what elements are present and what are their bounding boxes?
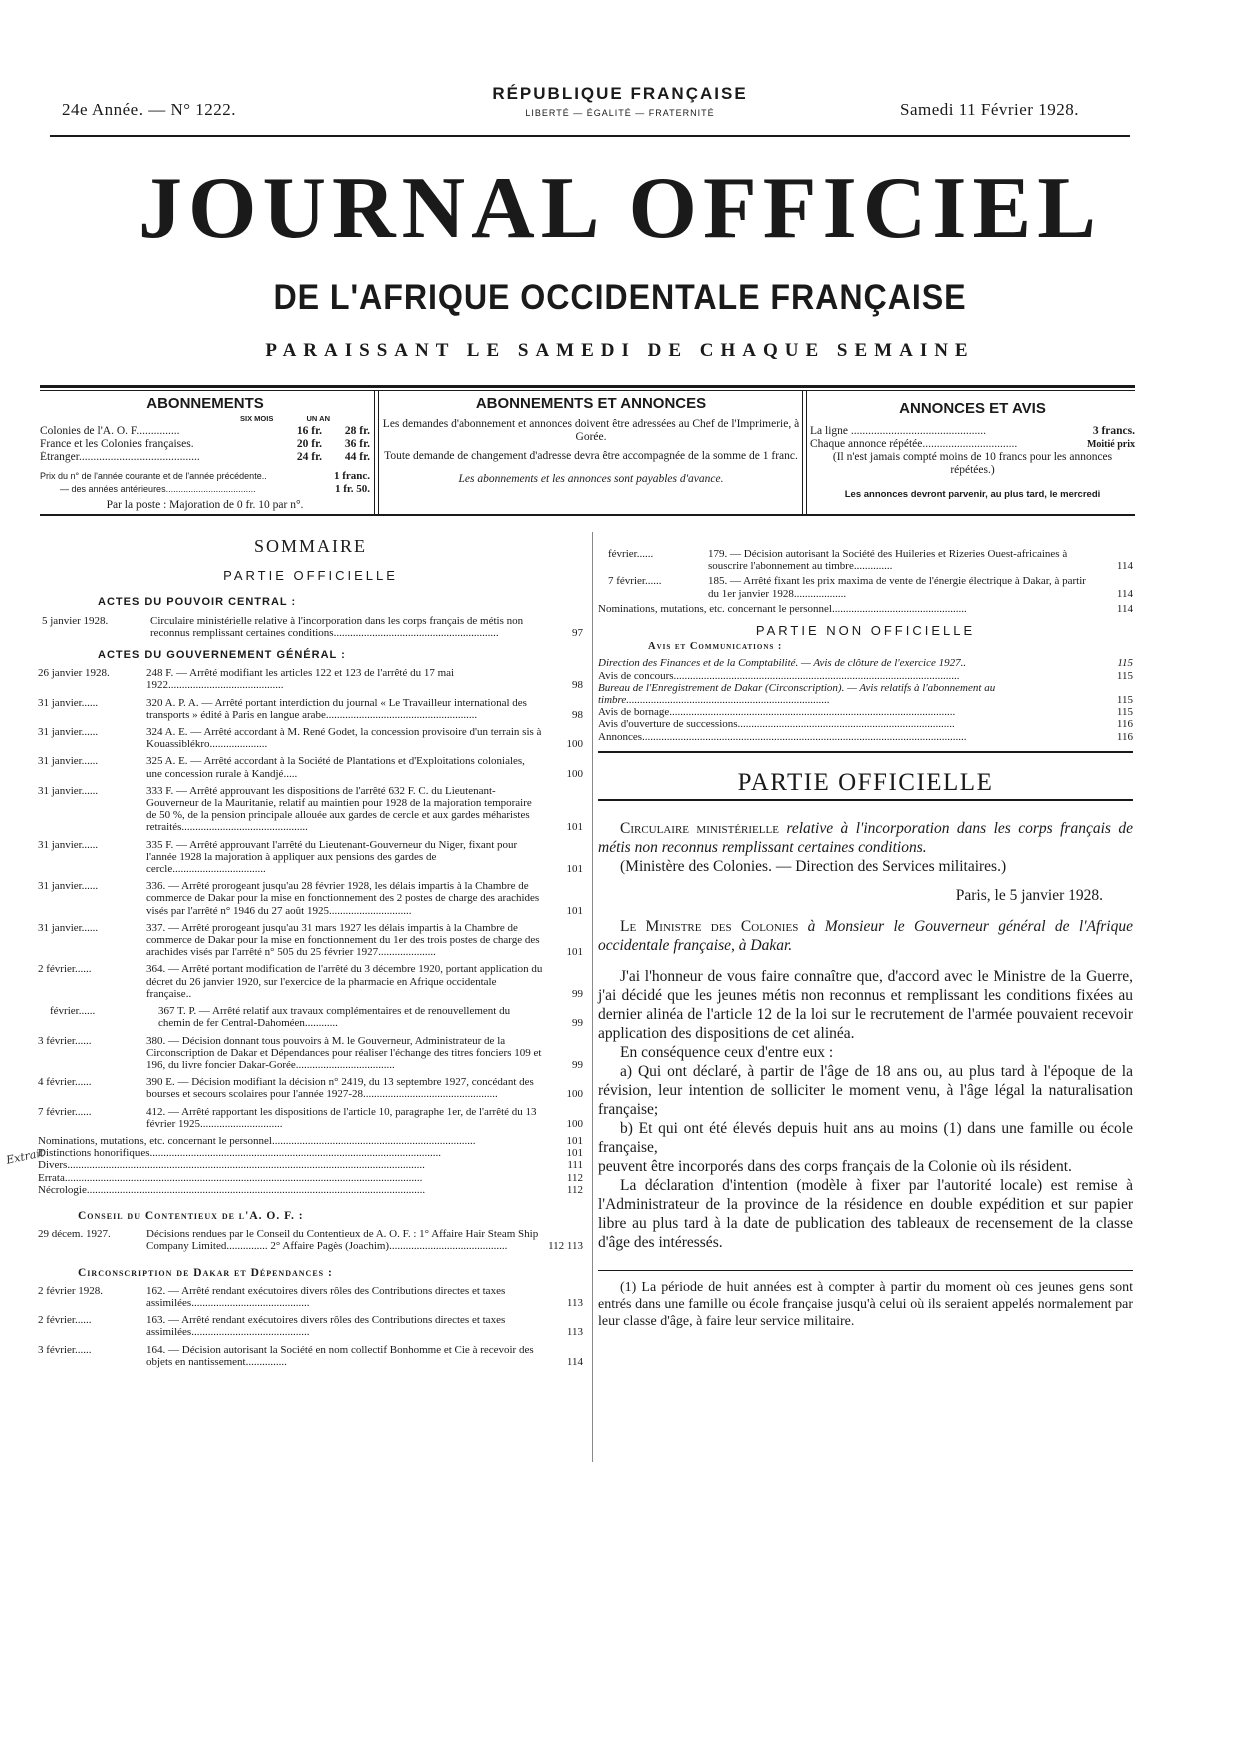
- entry-text: 364. — Arrêté portant modification de l'arrêté du 3 décembre 1920, portant application du décret du 26 janvier 1920, sur l'exercice de la pharmacie en Afrique occidentale française..: [146, 963, 543, 1000]
- entry-date: 3 février......: [38, 1034, 92, 1047]
- repetee-row: [810, 438, 1135, 451]
- abonnement-label: Colonies de l'A. O. F...............: [40, 425, 180, 437]
- entry-date: 29 décem. 1927.: [38, 1228, 111, 1241]
- misc-label: Divers..................................................................................................................................: [38, 1159, 425, 1172]
- entry-date: 26 janvier 1928.: [38, 667, 110, 680]
- partie-non-officielle-label: PARTIE NON OFFICIELLE: [755, 623, 976, 639]
- box-divider: [806, 390, 807, 514]
- entry-date: 7 février......: [608, 575, 662, 588]
- section-gouvernement-general: ACTES DU GOUVERNEMENT GÉNÉRAL :: [98, 649, 346, 662]
- entry-text: 390 E. — Décision modifiant la décision n° 2419, du 13 septembre 1927, concédant des bourses et secours scolaires pour l'année 1927-28.................................................: [146, 1076, 534, 1101]
- entry-date: 31 janvier......: [38, 921, 99, 934]
- entry-page: 114: [566, 1355, 583, 1368]
- sommaire-title: SOMMAIRE: [253, 536, 367, 556]
- right-column: [598, 548, 1133, 1330]
- avis-row: [598, 682, 1133, 706]
- entry-date: 31 janvier......: [38, 726, 99, 739]
- ab-annonces-p2: Toute demande de changement d'adresse devra être accompagnée de la somme de 1 franc.: [384, 450, 798, 462]
- article-heading: [598, 819, 1133, 857]
- entry-page: 99: [572, 1058, 583, 1071]
- abonnements-annonces-box: [382, 395, 800, 485]
- article-ministry: (Ministère des Colonies. — Direction des Services militaires.): [620, 858, 1007, 876]
- ligne-value: 3 francs.: [1092, 425, 1135, 437]
- entry-text: 185. — Arrêté fixant les prix maxima de vente de l'énergie électrique à Dakar, à partir du 1er janvier 1928...................: [708, 575, 1086, 600]
- ab-annonces-p1: Les demandes d'abonnement et annonces doivent être adressées au Chef de l'Imprimerie, à Gorée.: [382, 418, 800, 443]
- abonnements-box: [40, 395, 370, 511]
- section-avis: Avis et Communications :: [648, 641, 783, 653]
- poste-note: Par la poste : Majoration de 0 fr. 10 par n°.: [106, 499, 304, 511]
- entry-date: 31 janvier......: [38, 838, 99, 851]
- avis-row: [598, 670, 1133, 682]
- avis-page: 115: [1117, 657, 1133, 670]
- entry-date: 31 janvier......: [38, 880, 99, 893]
- partie-officielle-heading: PARTIE OFFICIELLE: [737, 768, 994, 796]
- entry-page: 99: [572, 1017, 583, 1030]
- col-six-mois: SIX MOIS: [240, 414, 274, 423]
- entry-date: 31 janvier......: [38, 696, 99, 709]
- col-un-an: UN AN: [306, 414, 330, 423]
- entry-date: février......: [50, 1005, 96, 1018]
- header-rule: [50, 135, 1130, 137]
- avis-label: Avis de bornage........................................................................................................: [598, 706, 956, 719]
- avis-label: Annonces......................................................................................................................: [598, 730, 967, 743]
- box-divider: [802, 390, 803, 514]
- issue-date: Samedi 11 Février 1928.: [900, 100, 1079, 119]
- sommaire-entry: [598, 575, 1133, 599]
- misc-page: 111: [567, 1159, 583, 1172]
- column-divider: [592, 532, 593, 1462]
- prix-anterieur-label: — des années antérieures....................................: [60, 484, 256, 494]
- sommaire-entry: [38, 1076, 583, 1100]
- avis-label: Bureau de l'Enregistrement de Dakar (Circonscription). — Avis relatifs à l'abonnement au timbre..........................................................................: [598, 681, 996, 707]
- entry-text: 412. — Arrêté rapportant les dispositions de l'article 10, paragraphe 1er, de l'arrêté du 13 février 1925..............................: [146, 1105, 537, 1130]
- abonnement-row: [40, 451, 370, 464]
- entry-page: 97: [572, 626, 583, 639]
- entry-date: 2 février 1928.: [38, 1284, 104, 1297]
- abonnement-row: [40, 438, 370, 451]
- entry-text: 324 A. E. — Arrêté accordant à M. René Godet, la concession provisoire d'un terrain sis à Kouassiblékro.....................: [146, 726, 542, 751]
- misc-label: Nécrologie...........................................................................................................................: [38, 1183, 426, 1196]
- misc-label: Nominations, mutations, etc. concernant le personnel..........................................................................: [38, 1134, 476, 1147]
- republic-block: [380, 84, 860, 118]
- entry-page: 98: [572, 679, 583, 692]
- section-rule: [598, 751, 1133, 753]
- misc-page: 101: [566, 1134, 583, 1147]
- sommaire-entry: [38, 963, 583, 1000]
- article-place-date: Paris, le 5 janvier 1928.: [955, 887, 1103, 905]
- entry-page: 98: [572, 708, 583, 721]
- entry-date: 31 janvier......: [38, 784, 99, 797]
- ab-annonces-p3: Les abonnements et les annonces sont payables d'avance.: [458, 473, 724, 485]
- sommaire-entry: [38, 1344, 583, 1368]
- partie-officielle-label: PARTIE OFFICIELLE: [223, 568, 398, 584]
- abonnement-six: 20 fr.: [296, 438, 322, 450]
- entry-page: 101: [566, 863, 583, 876]
- box-rule-bottom: [40, 514, 1135, 516]
- box-divider: [378, 390, 379, 514]
- avis-page: 115: [1116, 669, 1133, 682]
- abonnement-an: 44 fr.: [344, 451, 370, 463]
- abonnement-an: 36 fr.: [344, 438, 370, 450]
- misc-label: Nominations, mutations, etc. concernant le personnel.................................................: [598, 602, 967, 615]
- entry-page: 101: [566, 821, 583, 834]
- entry-page: 101: [566, 946, 583, 959]
- sommaire-entry: [38, 1106, 583, 1130]
- entry-page: 99: [572, 987, 583, 1000]
- avis-row: [598, 731, 1133, 743]
- sommaire-column: [38, 536, 583, 1373]
- entry-date: 3 février......: [38, 1343, 92, 1356]
- entry-page: 101: [566, 904, 583, 917]
- addressee-from: Le Ministre des Colonies: [620, 918, 799, 936]
- entry-date: 7 février......: [38, 1105, 92, 1118]
- abonnement-row: [40, 425, 370, 438]
- avis-label: Avis de concours........................................................................................................: [598, 669, 960, 682]
- article-paragraph: a) Qui ont déclaré, à partir de l'âge de 18 ans ou, au plus tard à l'époque de la révision, leur intention de solliciter le moment venu, à l'âge légal la naturalisation française;: [598, 1063, 1133, 1119]
- republic-label: RÉPUBLIQUE FRANÇAISE: [492, 84, 748, 103]
- article-heading-subject: relative à l'incorporation dans les corps français de métis non reconnus remplissant certaines conditions.: [598, 820, 1133, 857]
- entry-page: 114: [1116, 587, 1133, 600]
- box-rule-top: [40, 385, 1135, 388]
- sommaire-entry: [38, 785, 583, 834]
- sommaire-entry: [38, 1005, 583, 1029]
- entry-page: 100: [566, 1088, 583, 1101]
- avis-row: [598, 706, 1133, 718]
- prix-anterieur-value: 1 fr. 50.: [334, 483, 370, 495]
- entry-date: 4 février......: [38, 1076, 92, 1089]
- sommaire-entry: [38, 1035, 583, 1072]
- annonces-avis-heading: ANNONCES ET AVIS: [899, 400, 1046, 417]
- annonces-avis-box: [810, 400, 1135, 500]
- entry-page: 113: [566, 1326, 583, 1339]
- avis-page: 116: [1116, 718, 1133, 731]
- entry-text: 248 F. — Arrêté modifiant les articles 122 et 123 de l'arrêté du 17 mai 1922..........................................: [146, 667, 455, 692]
- article-addressee: [598, 917, 1133, 955]
- entry-page: 100: [566, 1117, 583, 1130]
- misc-page: 112: [566, 1171, 583, 1184]
- misc-row: [38, 1159, 583, 1171]
- entry-page: 114: [1116, 560, 1133, 573]
- entry-text: 325 A. E. — Arrêté accordant à la Société de Plantations et d'Exploitations coloniales, une concession rurale à Kandjé.....: [146, 755, 525, 780]
- issue-number: 24e Année. — N° 1222.: [62, 100, 237, 119]
- entry-text: 336. — Arrêté prorogeant jusqu'au 28 février 1928, les délais impartis à la Chambre de commerce de Dakar pour la mise en fonctionnement des 2 postes de charge des arachides visés par l'arrêté n° 1946 du 27 août 1925..............................: [146, 880, 540, 917]
- avis-page: 115: [1116, 694, 1133, 707]
- sommaire-entry: [38, 667, 583, 691]
- abonnement-six: 16 fr.: [296, 425, 322, 437]
- misc-row: [38, 1172, 583, 1184]
- entry-page: 112 113: [548, 1240, 583, 1253]
- footnote-rule: [598, 1270, 1133, 1271]
- box-rule-top-thin: [40, 390, 1135, 391]
- misc-row: [38, 1184, 583, 1196]
- entry-date: février......: [608, 548, 654, 560]
- footnote: (1) La période de huit années est à compter à partir du moment où ces jeunes gens sont entrés dans une famille ou école française jusqu'à celui où ils seraient appelés normalement par leur classe d'âge, à faire leur service militaire.: [598, 1280, 1133, 1330]
- misc-row: [598, 603, 1133, 615]
- article-paragraph: b) Et qui ont été élevés depuis huit ans au moins (1) dans une famille ou école française,: [598, 1120, 1133, 1157]
- sommaire-entry: [38, 839, 583, 876]
- prix-numero-row: [40, 470, 370, 483]
- frequency-line: PARAISSANT LE SAMEDI DE CHAQUE SEMAINE: [265, 340, 975, 361]
- annonces-deadline: Les annonces devront parvenir, au plus tard, le mercredi: [844, 489, 1101, 500]
- avis-page: 115: [1116, 706, 1133, 719]
- misc-row: [38, 1147, 583, 1159]
- sommaire-entry: [38, 922, 583, 959]
- entry-date: 2 février......: [38, 1314, 92, 1327]
- article-paragraph: peuvent être incorporés dans des corps français de la Colonie où ils résident.: [598, 1158, 1072, 1176]
- sommaire-entry: [38, 1285, 583, 1309]
- entry-text: 337. — Arrêté prorogeant jusqu'au 31 mars 1927 les délais impartis à la Chambre de commerce de Dakar pour la mise en fonctionnement du 1er des trois postes de charge des arachides visés par l'arrêté n° 505 du 25 février 1927.....................: [146, 921, 540, 959]
- avis-row: [598, 657, 1133, 669]
- entry-date: 2 février......: [38, 963, 92, 976]
- section-dakar: Circonscription de Dakar et Dépendances :: [78, 1266, 333, 1279]
- prix-numero-value: 1 franc.: [333, 470, 370, 482]
- repetee-value: Moitié prix: [1086, 439, 1135, 450]
- sommaire-entry: [38, 615, 583, 639]
- misc-label: Errata..................................................................................................................................: [38, 1171, 423, 1184]
- entry-page: 100: [566, 767, 583, 780]
- section-contentieux: Conseil du Contentieux de l'A. O. F. :: [78, 1209, 304, 1222]
- entry-text: 367 T. P. — Arrêté relatif aux travaux complémentaires et de renouvellement du chemin de fer Central-Dahoméen............: [158, 1005, 511, 1030]
- prix-numero-label: Prix du n° de l'année courante et de l'année précédente..: [40, 471, 267, 481]
- entry-text: 380. — Décision donnant tous pouvoirs à M. le Gouverneur, Administrateur de la Circonscription de Dakar et Dépendances pour réaliser l'échange des titres fonciers 109 et 196, du livre foncier Dakar-Gorée....................................: [146, 1034, 542, 1071]
- entry-date: 5 janvier 1928.: [42, 614, 109, 627]
- entry-text: 162. — Arrêté rendant exécutoires divers rôles des Contributions directes et taxes assimilées...........................................: [146, 1284, 506, 1309]
- article-paragraph: La déclaration d'intention (modèle à fixer par l'autorité locale) est remise à l'Administrateur de la province de la résidence en double expédition et sur papier libre au plus tard à la date de publication des tableaux de recensement de la classe d'âge des intéressés.: [598, 1177, 1133, 1252]
- avis-label: Direction des Finances et de la Comptabilité. — Avis de clôture de l'exercice 1927..: [598, 657, 967, 670]
- article-heading-type: Circulaire ministérielle: [620, 820, 779, 838]
- sommaire-entry: [38, 726, 583, 750]
- ligne-label: La ligne ...............................................: [810, 425, 986, 437]
- article-paragraph: J'ai l'honneur de vous faire connaître que, d'accord avec le Ministre de la Guerre, j'ai décidé que les jeunes métis non reconnus et remplissant les conditions fixées au dernier alinéa de l'article 12 de la loi sur le recrutement de l'armée pouvaient recevoir application des dispositions de cet alinéa.: [598, 968, 1133, 1043]
- section-pouvoir-central: ACTES DU POUVOIR CENTRAL :: [98, 596, 297, 609]
- ligne-row: [810, 425, 1135, 438]
- ab-annonces-heading: ABONNEMENTS ET ANNONCES: [475, 395, 707, 412]
- prix-anterieur-row: [40, 483, 370, 496]
- abonnement-label: France et les Colonies françaises.: [40, 438, 194, 450]
- misc-row: [38, 1135, 583, 1147]
- article-body: [598, 819, 1133, 1330]
- sommaire-entry: [38, 1228, 583, 1252]
- abonnements-heading: ABONNEMENTS: [146, 395, 264, 412]
- abonnement-label: Étranger..........................................: [40, 451, 200, 463]
- entry-text: 164. — Décision autorisant la Société en nom collectif Bonhomme et Cie à recevoir des objets en nantissement...............: [146, 1343, 534, 1368]
- abonnement-six: 24 fr.: [296, 451, 322, 463]
- handwritten-note: Extrait: [5, 1146, 46, 1167]
- abonnements-col-headers: [40, 412, 370, 425]
- entry-text: 335 F. — Arrêté approuvant l'arrêté du Lieutenant-Gouverneur du Niger, fixant pour l'année 1928 la majoration à appliquer aux pensions des gardes de cercle..................................: [146, 838, 518, 876]
- addressee-to: à Monsieur le Gouverneur général de l'Afrique occidentale française, à Dakar.: [598, 918, 1133, 955]
- misc-label: Distinctions honorifiques..........................................................................................................: [38, 1147, 442, 1160]
- misc-page: 114: [1116, 602, 1133, 615]
- entry-text: Circulaire ministérielle relative à l'incorporation dans les corps français de métis non reconnus remplissant certaines conditions............................................................: [150, 614, 524, 639]
- motto: LIBERTÉ — ÉGALITÉ — FRATERNITÉ: [525, 108, 715, 118]
- entry-page: 113: [566, 1296, 583, 1309]
- entry-text: Décisions rendues par le Conseil du Contentieux de A. O. F. : 1° Affaire Hair Steam Ship Company Limited............... 2° Affaire Pagès (Joachim)...........................................: [146, 1228, 539, 1253]
- avis-page: 116: [1116, 730, 1133, 743]
- misc-page: 101: [566, 1147, 583, 1160]
- entry-text: 163. — Arrêté rendant exécutoires divers rôles des Contributions directes et taxes assimilées...........................................: [146, 1314, 506, 1339]
- journal-title: JOURNAL OFFICIEL: [138, 160, 1102, 257]
- heading-rule: [598, 799, 1133, 801]
- avis-label: Avis d'ouverture de successions...............................................................................: [598, 718, 955, 731]
- sommaire-entry: [38, 697, 583, 721]
- entry-text: 320 A. P. A. — Arrêté portant interdiction du journal « Le Travailleur international des transports » édité à Paris en langue arabe.......................................................: [146, 696, 527, 721]
- sommaire-entry: [598, 548, 1133, 572]
- sommaire-entry: [38, 1314, 583, 1338]
- avis-row: [598, 718, 1133, 730]
- sommaire-entry: [38, 755, 583, 779]
- repetee-label: Chaque annonce répétée.................................: [810, 438, 1018, 450]
- entry-date: 31 janvier......: [38, 755, 99, 768]
- journal-subtitle: DE L'AFRIQUE OCCIDENTALE FRANÇAISE: [273, 278, 967, 317]
- annonces-note: (Il n'est jamais compté moins de 10 francs pour les annonces répétées.): [832, 451, 1113, 476]
- abonnement-an: 28 fr.: [344, 425, 370, 437]
- box-divider: [374, 390, 375, 514]
- entry-text: 179. — Décision autorisant la Société des Huileries et Rizeries Ouest-africaines à souscrire l'abonnement au timbre..............: [708, 548, 1068, 573]
- entry-page: 100: [566, 738, 583, 751]
- sommaire-entry: [38, 880, 583, 917]
- article-paragraph: En conséquence ceux d'entre eux :: [620, 1044, 834, 1062]
- misc-page: 112: [566, 1183, 583, 1196]
- entry-text: 333 F. — Arrêté approuvant les dispositions de l'arrêté 632 F. C. du Lieutenant-Gouverneur de la Mauritanie, relatif au maintien pour 1928 de la majoration temporaire de 50 %, de la pension principale allouée aux gardes de cercle et aux gardes méharistes retraités..............................................: [146, 784, 532, 834]
